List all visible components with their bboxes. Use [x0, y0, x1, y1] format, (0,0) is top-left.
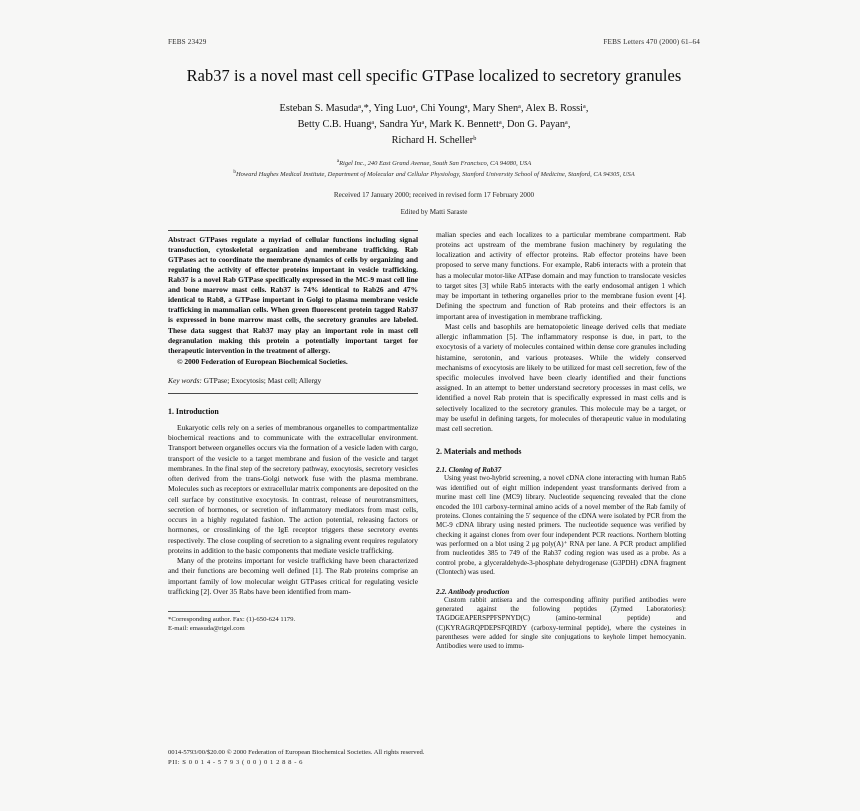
affiliation-a-text: Rigel Inc., 240 East Grand Avenue, South San Francisco, CA 94080, USA	[339, 160, 532, 168]
body-columns	[168, 230, 700, 652]
corresponding-author-note	[168, 611, 418, 633]
author-line-2: Betty C.B. Huangᵃ, Sandra Yuᵃ, Mark K. Bennettᵃ, Don G. Payanᵃ,	[297, 119, 571, 130]
abstract-copyright: © 2000 Federation of European Biochemical Societies.	[177, 356, 348, 366]
keywords-bottom-rule	[168, 393, 418, 394]
subsection-text-antibody: Custom rabbit antisera and the corresponding affinity purified antibodies were generated against the following peptides (Zymed Laboratories): TAGDGEAPERSPPFSPNYD(C) (amino-terminal peptide) and (C)KYRAGRQPDEPSFQIRDY (carboxy-terminal peptide), where the cysteines in parentheses were added for single site conjugations to keyhole limpet hemocyanin. Antibodies were used to immu-	[436, 595, 686, 651]
section-heading-introduction: 1. Introduction	[168, 406, 219, 416]
affiliation-b: $^b$Howard Hughes Medical Institute, Department of Molecular and Cellular Physiology, Stanford University School of Medicine, Stanford, CA 94305, USA	[233, 168, 635, 178]
running-head-left: FEBS 23429	[168, 38, 207, 46]
author-list	[168, 101, 700, 149]
subsection-heading-antibody: 2.2. Antibody production	[436, 587, 510, 596]
right-column	[436, 230, 686, 652]
received-dates: Received 17 January 2000; received in revised form 17 February 2000	[333, 190, 535, 199]
footer-copyright: 0014-5793/00/$20.00 © 2000 Federation of European Biochemical Societies. All rights reserved.	[168, 749, 425, 756]
running-head	[168, 38, 700, 46]
author-line-3: Richard H. Schellerᵇ	[391, 134, 477, 146]
subsection-heading-cloning: 2.1. Cloning of Rab37	[436, 466, 502, 475]
subsection-text-cloning: Using yeast two-hybrid screening, a novel cDNA clone interacting with human Rab5 was identified out of eight million independent yeast transformants derived from a murine mast cell line (MC9) library. Nucleotide sequencing revealed that the clone encoded the 101 carboxy-terminal amino acids of a novel member of the Rab family of proteins. Clones containing the 5′ sequence of the cDNA were isolated by PCR from the MC-9 cDNA library using nested primers. The nucleotide sequence was verified by checking it against clones from over four independent PCR reactions. Northern blotting was performed on a blot using 2 μg poly(A)⁺ RNA per lane. A PCR product amplified from nucleotides 385 to 749 of the Rab37 coding region was used as a probe. As a control probe, a glyceraldehyde-3-phosphate dehydrogenase (G3PDH) cDNA fragment (Clontech) was used.	[436, 474, 686, 577]
section-heading-materials-and-methods: 2. Materials and methods	[436, 447, 522, 457]
author-line-1: Esteban S. Masudaᵃ,*, Ying Luoᵃ, Chi Youngᵃ, Mary Shenᵃ, Alex B. Rossiᵃ,	[279, 103, 589, 115]
affiliation-b-text: Howard Hughes Medical Institute, Department of Molecular and Cellular Physiology, Stanford University School of Medicine, Stanford, CA 94305, USA	[235, 170, 635, 178]
intro-paragraph-3: malian species and each localizes to a particular membrane compartment. Rab proteins act upstream of the membrane fusion machinery by regulating the localization and activity of effector proteins. Rab effector proteins have been proposed to serve many functions. For example, Rab6 interacts with a protein that has a molecular motor-like ATPase domain and may function to translocate vesicles to target sites [3] while Rab5 interacts with the early endosomal antigen 1 which may be important in tethering organelles prior to the membrane fusion event [4]. Defining the spectrum and function of Rab proteins and their effectors is an important area of investigation in membrane trafficking.	[436, 229, 686, 321]
abstract-top-rule	[168, 230, 418, 231]
abstract-block	[168, 235, 418, 367]
intro-paragraph-4: Mast cells and basophils are hematopoietic lineage derived cells that mediate allergic inflammation [5]. The inflammatory response is due, in part, to the exocytosis of a variety of molecules contained within dense core granules including histamine, serotonin, and various proteases. While the widely conserved mechanisms of exocytosis are likely to be utilized for mast cell secretion, few of the specific molecules involved have been clearly identified and their functions assigned. In an attempt to better understand secretory processes in mast cells, we identified a novel Rab protein that is specifically expressed in mast cells and is selectively localized to the secretory granules. This molecule may be a target, or may be useful in defining targets, for molecules of therapeutic value in modulating mast cell secretion.	[436, 321, 686, 434]
intro-paragraph-1: Eukaryotic cells rely on a series of membranous organelles to compartmentalize biochemical reactions and to communicate with the extracellular environment. Transport between organelles occurs via the formation of a vesicle laden with cargo, transport of the vesicle to a target membrane and fusion of the vesicle and target membranes. In the final step of the secretory pathway, exocytosis, secretory vesicles often derived from the trans-Golgi network fuse with the plasma membrane. Molecules such as receptors or extracellular matrix components are deposited on the cell surface by constitutive exocytosis. In contrast, release of neurotransmitters, secretion of hormones, or secretion of inflammatory mediators from mast cells, occurs in a highly regulated fashion. The action potential, releasing factors or hormones, or crosslinking of the IgE receptor triggers these secretory events respectively. The close coupling of secretion to a signaling event requires regulatory proteins in addition to the basic components that mediate vesicle trafficking.	[168, 422, 418, 555]
footnote-rule	[168, 611, 240, 612]
corresponding-author-email: E-mail: emasuda@rigel.com	[168, 625, 245, 633]
running-head-right: FEBS Letters 470 (2000) 61–64	[603, 38, 700, 46]
affiliations	[168, 158, 700, 180]
left-column	[168, 230, 418, 633]
page-footer	[168, 748, 424, 767]
affiliation-a: $^a$Rigel Inc., 240 East Grand Avenue, South San Francisco, CA 94080, USA	[336, 157, 532, 168]
keywords-label: Key words:	[168, 375, 202, 385]
intro-paragraph-2: Many of the proteins important for vesicle trafficking have been characterized and their functions are becoming well defined [1]. The Rab proteins comprise an important family of low molecular weight GTPases critical for regulating vesicle trafficking [2]. Over 35 Rabs have been identified from mam-	[168, 556, 418, 596]
keywords-value: GTPase; Exocytosis; Mast cell; Allergy	[203, 375, 322, 385]
abstract-text: Abstract GTPases regulate a myriad of cellular functions including signal transduction, cytoskeletal organization and membrane trafficking. Rab GTPases act to coordinate the membrane dynamics of cells by organizing and regulating the activity of effector proteins important in vesicle trafficking. Rab37 is a novel Rab GTPase specifically expressed in the MC-9 mast cell line and bone marrow mast cells. Rab37 is 74% identical to Rab26 and 47% identical to Rab8, a GTPase important in Golgi to plasma membrane vesicle trafficking in mammalian cells. When green fluorescent protein tagged Rab37 is expressed in bone marrow mast cells, the secretory granules are labeled. These data suggest that Rab37 may play an important role in mast cell degranulation making this protein a potentially important target for therapeutic intervention in the treatment of allergy.	[168, 234, 418, 355]
keywords-block	[168, 376, 418, 386]
footer-pii: PII: S 0 0 1 4 - 5 7 9 3 ( 0 0 ) 0 1 2 8 8 - 6	[168, 758, 304, 766]
paper-title: Rab37 is a novel mast cell specific GTPase localized to secretory granules	[186, 66, 682, 85]
corresponding-author-line-1: *Corresponding author. Fax: (1)-650-624 1179.	[168, 615, 296, 623]
edited-by: Edited by Matti Saraste	[400, 207, 468, 216]
